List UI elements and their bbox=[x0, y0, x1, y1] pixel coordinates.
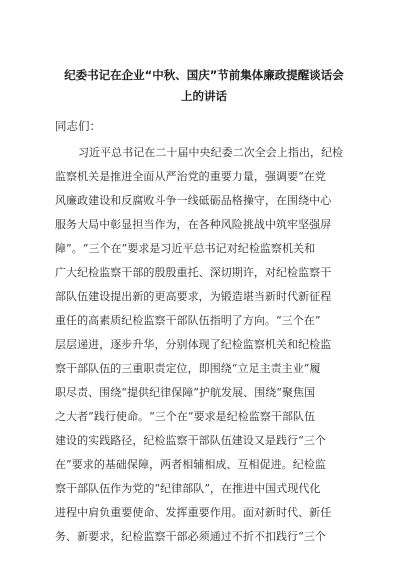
body-line: 风廉政建设和反腐败斗争一线砥砺品格操守，在围绕中心 bbox=[55, 194, 332, 207]
body-line: 层层递进，逐步升华，分别体现了纪检监察机关和纪检监 bbox=[55, 338, 332, 351]
body-line: 广大纪检监察干部的殷殷重托、深切期许，对纪检监察干 bbox=[55, 266, 332, 279]
body-line: 在”要求的基础保障，两者相辅相成、互相促进。纪检监 bbox=[55, 458, 326, 471]
body-line: 察干部队伍作为党的“纪律部队”，在推进中国式现代化 bbox=[55, 482, 321, 495]
body-line: 察干部队伍的三重职责定位，即围绕“立足主责主业”履 bbox=[55, 362, 321, 375]
body-line: 进程中肩负重要使命、发挥重要作用。面对新时代、新任 bbox=[55, 506, 332, 519]
body-line: 服务大局中彰显担当作为，在各种风险挑战中筑牢坚强屏 bbox=[55, 218, 332, 231]
body-line: 监察机关是推进全面从严治党的重要力量，强调要“在党 bbox=[55, 170, 326, 183]
body-line: 之大者”践行使命。“三个在”要求是纪检监察干部队伍 bbox=[55, 410, 316, 423]
body-line: 障”。“三个在”要求是习近平总书记对纪检监察机关和 bbox=[55, 242, 316, 255]
body-line: 务、新要求，纪检监察干部必须通过不折不扣践行“三个 bbox=[55, 530, 326, 543]
document-title-line-2: 上的讲话 bbox=[181, 89, 227, 103]
body-line: 重任的高素质纪检监察干部队伍指明了方向。“三个在” bbox=[55, 314, 321, 327]
body-line: 习近平总书记在二十届中央纪委二次全会上指出，纪检 bbox=[78, 146, 344, 159]
document-title-line-1: 纪委书记在企业“中秋、国庆”节前集体廉政提醒谈话会 bbox=[64, 68, 344, 82]
body-line: 部队伍建设提出新的更高要求，为锻造堪当新时代新征程 bbox=[55, 290, 332, 303]
body-line: 建设的实践路径，纪检监察干部队伍建设又是践行“三个 bbox=[55, 434, 326, 447]
salutation: 同志们： bbox=[55, 119, 101, 133]
body-line: 职尽责、围绕“提供纪律保障”护航发展、围绕“聚焦国 bbox=[55, 386, 316, 399]
